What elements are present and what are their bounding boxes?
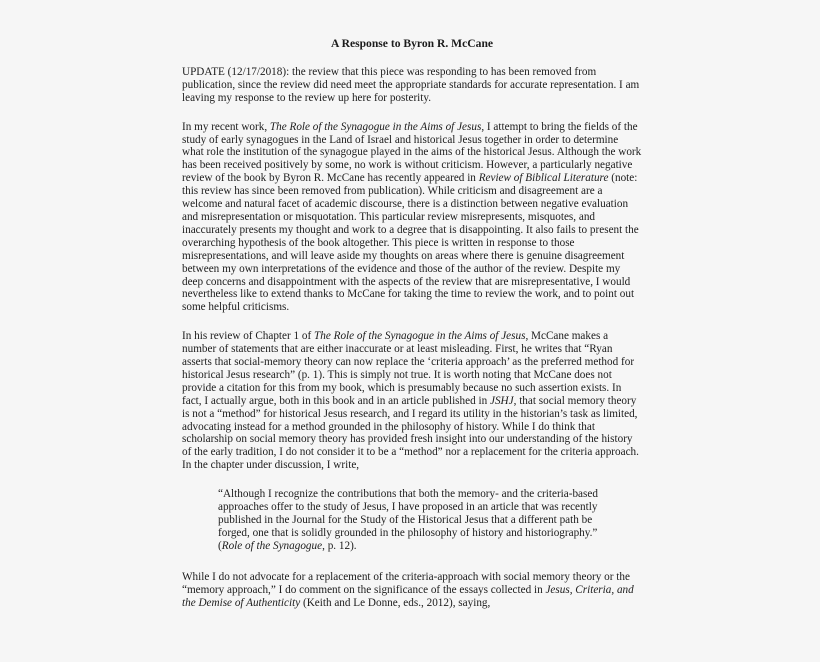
book-title: The Role of the Synagogue in the Aims of Jesus [314, 330, 526, 343]
book-title: Jesus, Criteria, and the Demise of Authenticity [182, 583, 634, 609]
intro-paragraph [182, 121, 642, 315]
block-quote [218, 488, 618, 553]
book-title: The Role of the Synagogue in the Aims of Jesus [269, 120, 482, 133]
citation-open: ( [218, 539, 222, 552]
closing-paragraph [182, 571, 642, 610]
quote-text: “Although I recognize the contributions that both the memory- and the criteria-based approaches offer to the study of Jesus, I have proposed in an article that was recently published in the Journal for the Study of the Historical Jesus that a different path be forged, one that is solidly grounded in the philosophy of history and historiography.” [218, 488, 598, 539]
journal-abbrev: JSHJ [490, 394, 514, 407]
closing-text-a: While I do not advocate for a replacement of the criteria-approach with social memory theory or the “memory approach,” I do comment on the significance of the essays collected in [182, 570, 630, 596]
intro-text-c: (note: this review has since been removed from publication). While criticism and disagreement are a welcome and natural facet of academic discourse, there is a distinction between negative evaluation and misrepresentation or misquotation. This particular review misrepresents, misquotes, and inaccurately presents my thought and work to a degree that is disappointing. It also fails to present the overarching hypothesis of the book altogether. This piece is written in response to those misrepresentations, and will leave aside my thoughts on areas where there is genuine disagreement between my own interpretations of the evidence and those of the author of the review. Despite my deep concerns and disappointment with the aspects of the review that are misrepresentative, I would nevertheless like to extend thanks to McCane for taking the time to review the work, and to point out some helpful criticisms. [182, 172, 639, 314]
citation-rest: , p. 12). [322, 539, 357, 552]
chapter-text-b: , McCane makes a number of statements that are either inaccurate or at least misleading. First, he writes that “Ryan asserts that social-memory theory can now replace the ‘criteria approach’ as the preferred method for historical Jesus research” (p. 1). This is simply not true. It is worth noting that McCane does not provide a citation for this from my book, which is presumably because no such assertion exists. In fact, I actually argue, both in this book and in an article published in [182, 330, 635, 407]
intro-text-a: In my recent work, [182, 120, 270, 133]
chapter-one-paragraph [182, 330, 642, 472]
update-paragraph: UPDATE (12/17/2018): the review that this piece was responding to has been removed from publication, since the review did need meet the appropriate standards for accurate representation. I am leaving my response to the review up here for posterity. [182, 65, 640, 104]
quote-citation [218, 540, 357, 552]
chapter-text-a: In his review of Chapter 1 of [182, 330, 315, 343]
chapter-text-c: , that social memory theory is not a “method” for historical Jesus research, and I regard its utility in the historian’s task as limited, advocating instead for a method grounded in the philosophy of history. While I do think that scholarship on social memory theory has provided fresh insight into our understanding of the history of the early tradition, I do not consider it to be a “method” nor a replacement for the criteria approach. In the chapter under discussion, I write, [182, 394, 639, 472]
document-body [182, 38, 642, 625]
citation-book: Role of the Synagogue [221, 539, 323, 552]
intro-text-b: , I attempt to bring the fields of the study of early synagogues in the Land of Israel and historical Jesus together in order to determine what role the institution of the synagogue played in the aims of the historical Jesus. Although the work has been received positively by some, no work is without criticism. However, a particularly negative review of the book by Byron R. McCane has recently appeared in [182, 120, 642, 185]
closing-text-b: (Keith and Le Donne, eds., 2012), saying, [300, 596, 491, 609]
page-title: A Response to Byron R. McCane [330, 37, 494, 50]
journal-title: Review of Biblical Literature [478, 172, 609, 185]
